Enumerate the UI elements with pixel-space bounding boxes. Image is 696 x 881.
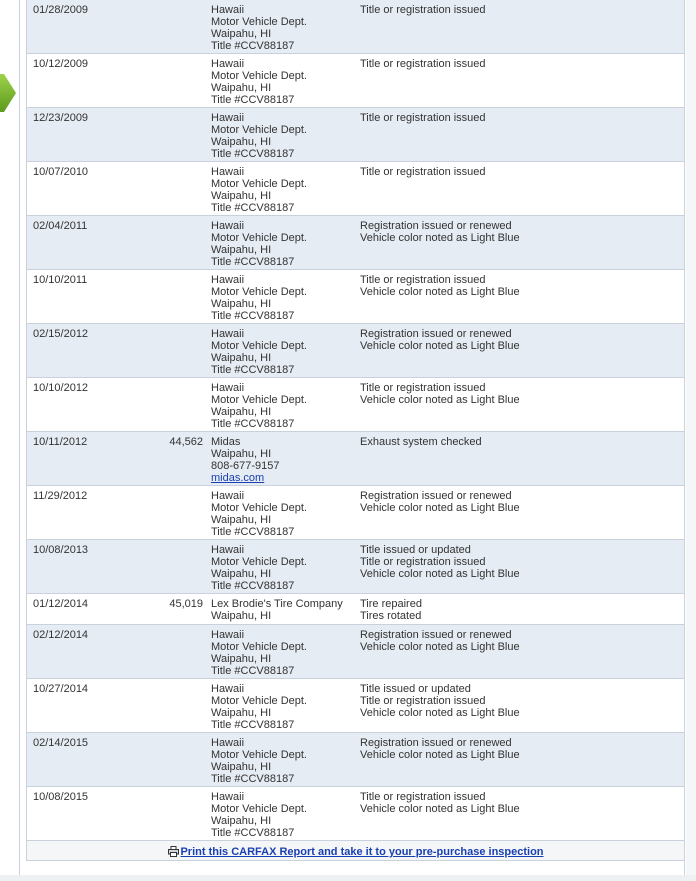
source-line: Title #CCV88187 xyxy=(211,202,295,214)
source-line: Title #CCV88187 xyxy=(211,418,295,430)
source-line: 808-677-9157 xyxy=(211,460,280,472)
record-comments xyxy=(360,679,685,732)
source-line: Motor Vehicle Dept. xyxy=(211,124,307,136)
record-date: 10/08/2013 xyxy=(33,544,89,556)
source-line: Waipahu, HI xyxy=(211,707,272,719)
comment-line: Vehicle color noted as Light Blue xyxy=(360,568,520,580)
source-line: Motor Vehicle Dept. xyxy=(211,70,307,82)
comment-line: Vehicle color noted as Light Blue xyxy=(360,286,520,298)
record-source xyxy=(203,324,360,377)
green-arrow-tab-icon[interactable] xyxy=(0,74,16,112)
source-line: Hawaii xyxy=(211,112,245,124)
comment-line: Vehicle color noted as Light Blue xyxy=(360,394,520,406)
table-row xyxy=(27,625,685,679)
record-source xyxy=(203,108,360,161)
table-row xyxy=(27,0,685,54)
record-source xyxy=(203,540,360,593)
comment-line: Vehicle color noted as Light Blue xyxy=(360,749,520,761)
record-date: 10/27/2014 xyxy=(33,683,89,695)
source-website-link[interactable]: midas.com xyxy=(211,472,265,484)
comment-line: Registration issued or renewed xyxy=(360,737,512,749)
source-line: Waipahu, HI xyxy=(211,653,272,665)
record-odometer xyxy=(137,216,203,269)
record-date: 10/10/2011 xyxy=(33,274,88,286)
comment-line: Registration issued or renewed xyxy=(360,220,512,232)
source-line: Title #CCV88187 xyxy=(211,364,295,376)
right-divider xyxy=(684,0,685,881)
vehicle-history-table xyxy=(26,0,685,861)
record-source xyxy=(203,378,360,431)
record-date: 02/04/2011 xyxy=(33,220,88,232)
table-row xyxy=(27,162,685,216)
source-line: Hawaii xyxy=(211,382,245,394)
source-line: Motor Vehicle Dept. xyxy=(211,394,307,406)
record-comments xyxy=(360,432,685,485)
record-comments xyxy=(360,0,685,53)
source-line: Hawaii xyxy=(211,490,245,502)
source-line: Motor Vehicle Dept. xyxy=(211,556,307,568)
table-row xyxy=(27,594,685,625)
comment-line: Tire repaired xyxy=(360,598,422,610)
comment-line: Title or registration issued xyxy=(360,382,486,394)
comment-line: Vehicle color noted as Light Blue xyxy=(360,232,520,244)
comment-line: Vehicle color noted as Light Blue xyxy=(360,707,520,719)
comment-line: Vehicle color noted as Light Blue xyxy=(360,803,520,815)
comment-line: Registration issued or renewed xyxy=(360,629,512,641)
source-line: Motor Vehicle Dept. xyxy=(211,232,307,244)
source-line: Hawaii xyxy=(211,328,245,340)
record-odometer xyxy=(137,108,203,161)
scrollbar-track[interactable] xyxy=(686,0,696,881)
record-source xyxy=(203,216,360,269)
record-comments xyxy=(360,787,685,840)
table-row xyxy=(27,324,685,378)
record-source xyxy=(203,270,360,323)
record-comments xyxy=(360,108,685,161)
record-source xyxy=(203,625,360,678)
comment-line: Registration issued or renewed xyxy=(360,328,512,340)
comment-line: Vehicle color noted as Light Blue xyxy=(360,340,520,352)
source-line: Title #CCV88187 xyxy=(211,827,295,839)
record-odometer xyxy=(137,378,203,431)
source-line: Lex Brodie's Tire Company xyxy=(211,598,343,610)
source-line: Motor Vehicle Dept. xyxy=(211,340,307,352)
left-gutter xyxy=(0,0,20,881)
record-source xyxy=(203,432,360,485)
comment-line: Title issued or updated xyxy=(360,544,471,556)
record-comments xyxy=(360,324,685,377)
source-line: Title #CCV88187 xyxy=(211,310,295,322)
source-line: Hawaii xyxy=(211,220,245,232)
comment-line: Title issued or updated xyxy=(360,683,471,695)
record-date: 10/07/2010 xyxy=(33,166,89,178)
source-line: Waipahu, HI xyxy=(211,610,272,622)
comment-line: Registration issued or renewed xyxy=(360,490,512,502)
comment-line: Vehicle color noted as Light Blue xyxy=(360,641,520,653)
source-line: Hawaii xyxy=(211,58,245,70)
source-line: Midas xyxy=(211,436,241,448)
table-row xyxy=(27,54,685,108)
source-line: Title #CCV88187 xyxy=(211,148,295,160)
bottom-band xyxy=(0,875,696,881)
source-line: Hawaii xyxy=(211,544,245,556)
source-line: Hawaii xyxy=(211,791,245,803)
record-comments xyxy=(360,270,685,323)
comment-line: Vehicle color noted as Light Blue xyxy=(360,502,520,514)
source-line: Waipahu, HI xyxy=(211,406,272,418)
record-date: 02/14/2015 xyxy=(33,737,89,749)
record-source xyxy=(203,54,360,107)
source-line: Waipahu, HI xyxy=(211,815,272,827)
source-line: Title #CCV88187 xyxy=(211,40,295,52)
record-date: 10/08/2015 xyxy=(33,791,89,803)
source-line: Motor Vehicle Dept. xyxy=(211,502,307,514)
record-comments xyxy=(360,378,685,431)
left-divider xyxy=(19,0,20,881)
printer-icon xyxy=(168,846,179,857)
source-line: Motor Vehicle Dept. xyxy=(211,749,307,761)
record-comments xyxy=(360,216,685,269)
source-line: Motor Vehicle Dept. xyxy=(211,641,307,653)
record-date: 12/23/2009 xyxy=(33,112,89,124)
source-line: Waipahu, HI xyxy=(211,298,272,310)
source-line: Waipahu, HI xyxy=(211,568,272,580)
table-row xyxy=(27,378,685,432)
table-row xyxy=(27,540,685,594)
record-date: 02/15/2012 xyxy=(33,328,89,340)
record-source xyxy=(203,0,360,53)
source-line: Waipahu, HI xyxy=(211,136,272,148)
record-comments xyxy=(360,162,685,215)
record-odometer xyxy=(137,270,203,323)
record-odometer xyxy=(137,540,203,593)
record-odometer xyxy=(137,787,203,840)
comment-line: Title or registration issued xyxy=(360,166,486,178)
source-line: Waipahu, HI xyxy=(211,244,272,256)
record-date: 01/12/2014 xyxy=(33,598,89,610)
record-odometer xyxy=(137,679,203,732)
source-line: Title #CCV88187 xyxy=(211,256,295,268)
record-odometer: 45,019 xyxy=(169,598,203,610)
source-line: Hawaii xyxy=(211,737,245,749)
source-line: Title #CCV88187 xyxy=(211,773,295,785)
print-report-link-label: Print this CARFAX Report and take it to your pre-purchase inspection xyxy=(180,846,544,858)
record-source xyxy=(203,679,360,732)
record-comments xyxy=(360,54,685,107)
record-date: 02/12/2014 xyxy=(33,629,89,641)
source-line: Hawaii xyxy=(211,166,245,178)
print-report-footer xyxy=(27,841,685,861)
record-date: 10/10/2012 xyxy=(33,382,89,394)
record-source xyxy=(203,594,360,624)
source-line: Motor Vehicle Dept. xyxy=(211,695,307,707)
comment-line: Exhaust system checked xyxy=(360,436,482,448)
comment-line: Tires rotated xyxy=(360,610,422,622)
record-odometer xyxy=(137,162,203,215)
record-odometer: 44,562 xyxy=(169,436,203,448)
comment-line: Title or registration issued xyxy=(360,274,486,286)
comment-line: Title or registration issued xyxy=(360,112,486,124)
record-source xyxy=(203,787,360,840)
source-line: Waipahu, HI xyxy=(211,82,272,94)
comment-line: Title or registration issued xyxy=(360,556,486,568)
source-line: Motor Vehicle Dept. xyxy=(211,803,307,815)
print-report-link[interactable] xyxy=(168,846,543,858)
record-date: 10/12/2009 xyxy=(33,58,89,70)
record-date: 01/28/2009 xyxy=(33,4,89,16)
source-line: Title #CCV88187 xyxy=(211,580,295,592)
source-line: Waipahu, HI xyxy=(211,28,272,40)
record-comments xyxy=(360,625,685,678)
source-line: Title #CCV88187 xyxy=(211,719,295,731)
record-odometer xyxy=(137,324,203,377)
table-row xyxy=(27,679,685,733)
source-line: Hawaii xyxy=(211,4,245,16)
source-line: Waipahu, HI xyxy=(211,352,272,364)
record-source xyxy=(203,733,360,786)
source-line: Hawaii xyxy=(211,274,245,286)
record-odometer xyxy=(137,54,203,107)
record-odometer xyxy=(137,625,203,678)
source-line: Motor Vehicle Dept. xyxy=(211,286,307,298)
comment-line: Title or registration issued xyxy=(360,58,486,70)
record-comments xyxy=(360,486,685,539)
record-source xyxy=(203,162,360,215)
comment-line: Title or registration issued xyxy=(360,791,486,803)
source-line: Title #CCV88187 xyxy=(211,526,295,538)
record-date: 10/11/2012 xyxy=(33,436,88,448)
table-row xyxy=(27,270,685,324)
source-line: Hawaii xyxy=(211,683,245,695)
record-comments xyxy=(360,733,685,786)
record-source xyxy=(203,486,360,539)
record-comments xyxy=(360,594,685,624)
source-line: Motor Vehicle Dept. xyxy=(211,16,307,28)
record-odometer xyxy=(137,486,203,539)
source-line: Waipahu, HI xyxy=(211,514,272,526)
record-comments xyxy=(360,540,685,593)
source-line: Motor Vehicle Dept. xyxy=(211,178,307,190)
comment-line: Title or registration issued xyxy=(360,4,486,16)
table-row xyxy=(27,733,685,787)
table-row xyxy=(27,108,685,162)
source-line: Hawaii xyxy=(211,629,245,641)
table-row xyxy=(27,216,685,270)
source-line: Waipahu, HI xyxy=(211,761,272,773)
table-row xyxy=(27,787,685,841)
record-odometer xyxy=(137,0,203,53)
record-odometer xyxy=(137,733,203,786)
record-date: 11/29/2012 xyxy=(33,490,88,502)
source-line: Title #CCV88187 xyxy=(211,665,295,677)
source-line: Waipahu, HI xyxy=(211,190,272,202)
table-row xyxy=(27,432,685,486)
source-line: Title #CCV88187 xyxy=(211,94,295,106)
comment-line: Title or registration issued xyxy=(360,695,486,707)
source-line: Waipahu, HI xyxy=(211,448,272,460)
table-row xyxy=(27,486,685,540)
